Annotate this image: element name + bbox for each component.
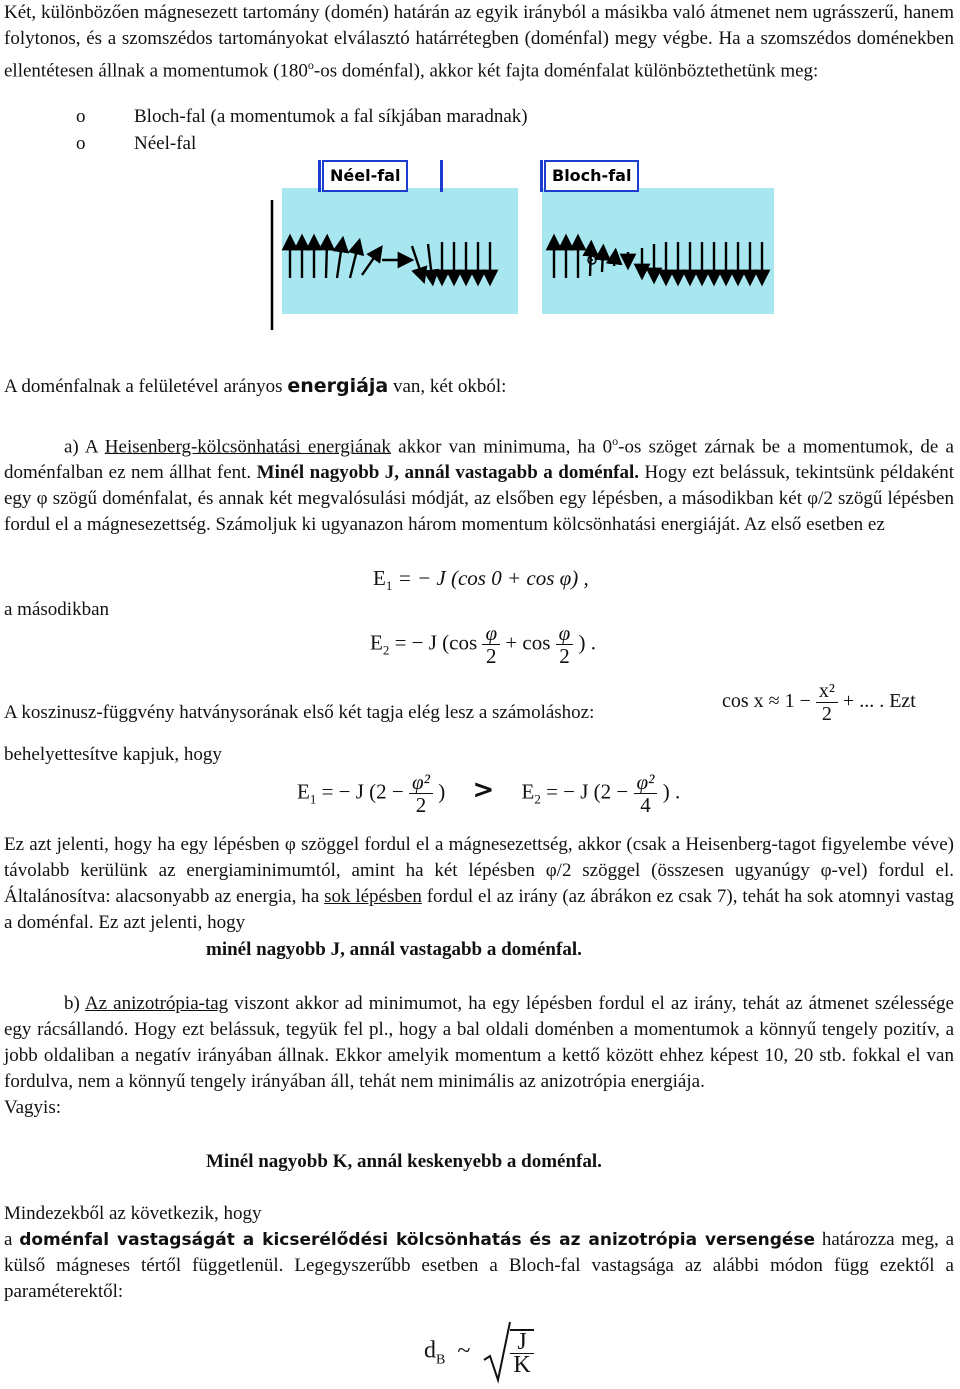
equation-e2	[370, 622, 596, 667]
energy-intro-post: van, két okból:	[388, 376, 507, 397]
bullet-bloch: Bloch-fal (a momentumok a fal síkjában maradnak)	[134, 106, 528, 127]
frac-num: x²	[816, 680, 838, 703]
fraction	[816, 680, 838, 725]
eq-symbol: d	[424, 1337, 436, 1364]
bloch-wall-boundary	[540, 160, 543, 192]
taylor-formula-a: cos x ≈ 1 −	[722, 690, 811, 713]
second-case-label	[4, 597, 954, 623]
intro-text-2: -os doménfal), akkor két fajta doménfalat különböztethetünk meg:	[313, 60, 819, 82]
part-b-text: viszont akkor ad minimumot, ha egy lépésben fordul el az irány, tehát az átmenet szélessége egy rácsállandó. Hogy ezt belássuk, tegyük fel pl., hogy a bal oldali doménben a momentumok a könnyű tengely pozitív, a jobb oldaliban a negatív irányában állnak. Ekkor amelyik momentum a kettő között ehhez képest 10, 20 stb. fokkal el van fordulva, nem a könnyű tengely irányában áll, tehát nem minimális az anizotrópia energiája.	[4, 993, 954, 1092]
eq-mid: + cos	[505, 630, 551, 655]
conclusion-text-2: fordul el az irány (az ábrákon ez csak 7), tehát ha sok atomnyi vastag a doménfal. Ez azt jelenti, hogy	[4, 886, 954, 933]
heisenberg-link[interactable]: Heisenberg-kölcsönhatási energiának	[104, 436, 391, 458]
bloch-label: Bloch-fal	[544, 160, 639, 192]
frac-den: 4	[640, 793, 651, 817]
frac-den: 2	[486, 644, 497, 668]
conclusion-paragraph	[4, 832, 954, 936]
neel-label: Néel-fal	[322, 160, 408, 192]
final-text-1: Mindezekből az következik, hogy	[4, 1203, 262, 1224]
anisotropy-link[interactable]: Az anizotrópia-tag	[84, 993, 229, 1014]
frac-den: 2	[559, 644, 570, 668]
part-a-text-3: Hogy ezt belássuk, tekintsünk példaként egy φ szögű doménfalat, és annak két megvalósulási módját, az elsőben egy lépésben, a másodikban két φ/2 szögű lépésben fordul el a mágnesezettség. Számoljuk ki ugyanazon három momentum kölcsönhatási energiáját. Az első esetben ez	[4, 462, 954, 536]
fraction	[510, 1329, 533, 1376]
eq-rhs: = − J (2 −	[321, 779, 404, 804]
energy-emph: energiája	[287, 375, 389, 397]
sqrt-icon	[482, 1320, 512, 1384]
frac-den: 2	[415, 793, 427, 817]
taylor-formula-b: + ... . Ezt	[842, 690, 916, 713]
taylor-cont	[4, 742, 954, 768]
part-a-prefix: a) A	[64, 436, 105, 458]
eq-sub: B	[436, 1352, 446, 1368]
conclusion-underlined: sok lépésben	[324, 886, 422, 907]
tilde-symbol: ~	[457, 1337, 471, 1364]
magnetic-moment-arrows	[270, 200, 790, 335]
fraction	[634, 771, 658, 816]
vagyis-label: Vagyis:	[4, 1097, 61, 1118]
final-paragraph	[4, 1201, 954, 1305]
equation-e1	[373, 565, 589, 599]
conclusion-text-1: Ez azt jelenti, hogy ha egy lépésben φ szöggel fordul el a mágnesezettség, akkor (csak a Heisenberg-tagot figyelembe véve) távolabb kerülünk az energiaminimumtól, amint ha két lépésben φ/2 szöggel (összesen ugyanúgy φ-vel) fordul el. Általánosítva: alacsonyabb az energia, ha	[4, 834, 954, 907]
bloch-arrows	[554, 242, 762, 278]
taylor-cont-text: behelyettesítve kapjuk, hogy	[4, 744, 222, 765]
intro-paragraph	[4, 0, 954, 84]
equation-compare	[297, 771, 680, 816]
statement-k-text: Minél nagyobb K, annál keskenyebb a doménfal.	[206, 1151, 602, 1172]
neel-wall-boundary	[440, 160, 443, 192]
eq-symbol: E	[297, 779, 310, 804]
eq-sub: 1	[385, 578, 393, 594]
frac-num: J	[510, 1331, 533, 1354]
final-pre: a	[4, 1229, 20, 1250]
frac-num: φ	[482, 622, 500, 645]
eq-sub: 1	[309, 791, 317, 807]
bullet-marker: o	[76, 106, 86, 127]
fraction	[556, 622, 574, 667]
intro-text-1: Két, különbözően mágnesezett tartomány (domén) határán az egyik irányból a másikba való átmenet nem ugrásszerű, hanem folytonos, és a szomszédos tartományokat elválasztó határrétegben (doménfal) megy végbe. Ha a szomszédos doménekben ellentétesen állnak a momentumok (180	[4, 2, 954, 82]
final-text-2: határozza meg, a külső mágneses tértől függetlenül. Legegyszerűbb esetben a Bloch-fal vastagsága az alábbi módon függ ezektől a paraméterektől:	[4, 1229, 955, 1302]
neel-wall-boundary	[318, 160, 321, 192]
frac-num: φ²	[409, 771, 433, 794]
taylor-formula	[722, 680, 916, 725]
frac-num: φ	[556, 622, 574, 645]
final-bold: doménfal vastagságát a kicserélődési kölcsönhatás és az anizotrópia versengése	[19, 1230, 816, 1250]
fraction	[409, 771, 433, 816]
centered-statement-j	[206, 937, 906, 963]
eq-rhs: = − J (2 −	[546, 779, 629, 804]
equation-bloch-thickness	[424, 1320, 534, 1384]
degree-sup: o	[307, 58, 314, 72]
eq-close: )	[438, 779, 446, 804]
eq-symbol: E	[521, 779, 535, 804]
eq-sub: 2	[382, 642, 390, 658]
part-a-paragraph	[4, 428, 954, 538]
eq-rhs: = − J (cos	[394, 630, 478, 655]
energy-intro	[4, 373, 954, 400]
eq-symbol: E	[370, 630, 383, 655]
energy-intro-pre: A doménfalnak a felületével arányos	[4, 376, 288, 397]
eq-rhs: = − J (cos 0 + cos φ) ,	[397, 566, 589, 590]
frac-den: K	[513, 1351, 531, 1378]
taylor-text: A koszinusz-függvény hatványsorának első két tagja elég lesz a számoláshoz:	[4, 702, 595, 723]
degree-sup: o	[612, 434, 619, 448]
frac-den: 2	[821, 703, 832, 725]
part-a-text-1: akkor van minimuma, ha 0	[390, 436, 613, 458]
part-a-text-2: -os szöget zárnak be a momentumok, de a doménfalban ez nem állhat fent.	[4, 436, 954, 484]
bullet-neel: Néel-fal	[134, 133, 197, 154]
centered-statement-k	[206, 1149, 906, 1175]
part-a-bold: Minél nagyobb J, annál vastagabb a doménfal.	[256, 462, 639, 484]
part-b-prefix: b)	[64, 993, 85, 1014]
frac-num: φ²	[634, 771, 658, 794]
eq-symbol: E	[373, 566, 386, 590]
eq-sub: 2	[534, 791, 541, 807]
greater-than-symbol: >	[472, 775, 495, 806]
fraction	[482, 622, 500, 667]
second-case-text: a másodikban	[4, 599, 110, 620]
part-b-paragraph	[4, 991, 954, 1121]
eq-tail: ) .	[578, 630, 597, 655]
statement-j-text: minél nagyobb J, annál vastagabb a doménfal.	[206, 939, 582, 960]
bullet-marker: o	[76, 133, 86, 154]
eq-close: ) .	[662, 779, 681, 804]
neel-arrows	[272, 200, 490, 330]
